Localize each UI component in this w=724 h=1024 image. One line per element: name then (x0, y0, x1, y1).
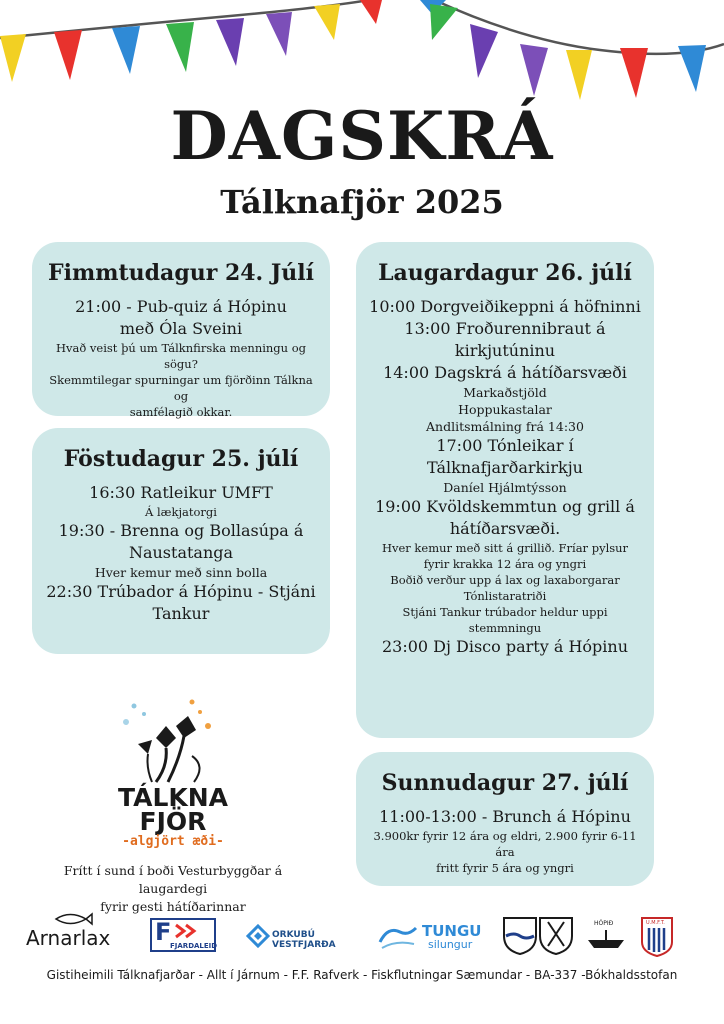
flag (54, 30, 82, 80)
thursday-desc-2: Skemmtilegar spurningar um fjörðinn Tálkna og (49, 373, 313, 403)
friday-card (32, 428, 330, 654)
sunday-line: 11:00-13:00 - Brunch á Hópinu (379, 807, 631, 826)
tungu-logo (378, 920, 496, 954)
flag (620, 48, 648, 98)
thursday-card (32, 242, 330, 419)
umft-text: U.M.F.T. (646, 920, 665, 926)
sunday-line: 3.900kr fyrir 12 ára og eldri, 2.900 fyrir 6-11 ára (373, 829, 637, 859)
saturday-line: 23:00 Dj Disco party á Hópinu (381, 637, 629, 656)
thursday-desc-3: samfélagið okkar. (129, 405, 233, 419)
saturday-line: Hver kemur með sitt á grillið. Fríar pylsur (381, 541, 629, 555)
orkubu-text: ORKUBÚ VESTFJARÐA (272, 930, 336, 950)
thursday-event-2: með Óla Sveini (119, 319, 243, 338)
flag (166, 22, 194, 72)
saturday-line: 10:00 Dorgveiðikeppni á höfninni (369, 297, 641, 316)
friday-title: Föstudagur 25. júlí (63, 446, 299, 472)
tungu-text: TUNGU (422, 922, 482, 940)
saturday-line: 14:00 Dagskrá á hátíðarsvæði (383, 363, 627, 382)
friday-event-2: 19:30 - Brenna og Bollasúpa á (58, 521, 304, 540)
friday-event-2b: Naustatanga (128, 543, 234, 562)
friday-event-1: 16:30 Ratleikur UMFT (89, 483, 273, 502)
logo-word-2: FJÖR (139, 807, 207, 836)
arnarlax-logo (26, 912, 122, 952)
arrows-icon (174, 923, 204, 939)
saturday-line: Daníel Hjálmtýsson (443, 480, 567, 495)
saturday-line: hátíðarsvæði. (449, 519, 561, 538)
saturday-line: stemmningu (468, 621, 542, 635)
logo-slogan: -algjört æði- (122, 834, 224, 849)
orkubu-diamond-icon (246, 924, 270, 948)
flag (360, 0, 382, 24)
saturday-line: Markaðstjöld (463, 385, 547, 400)
swim-note-line-1: Frítt í sund í boði Vesturbyggðar á laugardegi (63, 863, 283, 896)
fjardaleid-f-icon: F (155, 918, 172, 946)
saturday-title: Laugardagur 26. júlí (378, 260, 632, 286)
saturday-line: Hoppukastalar (458, 402, 552, 417)
arnarlax-text: Arnarlax (26, 926, 111, 950)
wave-fish-icon (378, 922, 418, 950)
orkubu-logo (246, 922, 366, 952)
friday-event-3b: Tankur (152, 604, 210, 623)
flag (112, 26, 140, 74)
saturday-line: Tálknafjarðarkirkju (427, 458, 583, 477)
page-title: DAGSKRÁ (170, 97, 554, 175)
sunday-card (356, 752, 654, 886)
swim-note-line-2: fyrir gesti hátíðarinnar (100, 899, 246, 914)
talknafjor-logo-icon (96, 696, 246, 788)
saturday-line: Stjáni Tankur trúbador heldur uppi (402, 605, 608, 619)
flag (566, 50, 592, 100)
silungur-text: silungur (428, 938, 473, 951)
logo-word-1: TÁLKNA (118, 783, 229, 812)
flag (470, 24, 498, 78)
saturday-line: kirkjutúninu (454, 341, 556, 360)
friday-event-3: 22:30 Trúbador á Hópinu - Stjáni (46, 582, 316, 601)
saturday-line: Andlitsmálning frá 14:30 (426, 419, 584, 434)
bunting-decoration (0, 0, 724, 110)
saturday-line: 19:00 Kvöldskemmtun og grill á (375, 497, 635, 516)
swim-note (28, 862, 318, 916)
flag (314, 4, 340, 40)
thursday-title: Fimmtudagur 24. Júlí (47, 260, 314, 286)
hopid-logo (582, 920, 630, 954)
sunday-line: fritt fyrir 5 ára og yngri (436, 861, 574, 875)
flag (0, 34, 26, 82)
crest-icon (538, 916, 574, 956)
saturday-line: fyrir krakka 12 ára og yngri (423, 557, 587, 571)
hopid-text: HÓPIÐ (594, 920, 614, 927)
saturday-line: 13:00 Froðurennibraut á (404, 319, 606, 338)
sunday-title: Sunnudagur 27. júlí (381, 770, 629, 796)
saturday-line: Boðið verður upp á lax og laxaborgarar (390, 573, 620, 587)
flag (266, 12, 292, 56)
saturday-line: Tónlistaratriði (463, 589, 547, 603)
flag (430, 4, 458, 40)
fjardaleid-text: FJARDALEID (170, 942, 218, 950)
flag (216, 18, 244, 66)
friday-event-1-sub: Á lækjatorgi (145, 505, 217, 519)
fjardaleid-logo (150, 918, 216, 952)
friday-event-2-sub: Hver kemur með sinn bolla (94, 565, 268, 580)
thursday-event: 21:00 - Pub-quiz á Hópinu (75, 297, 287, 316)
thursday-desc-1: Hvað veist þú um Tálknfirska menningu og sögu? (55, 341, 307, 371)
crest-icon (502, 916, 538, 956)
boat-icon (584, 928, 628, 952)
flag (678, 45, 706, 92)
fish-icon (54, 912, 94, 926)
saturday-card (356, 242, 654, 738)
flag (520, 44, 548, 96)
page-subtitle: Tálknafjör 2025 (220, 183, 504, 221)
saturday-line: 17:00 Tónleikar í (436, 436, 574, 455)
umft-logo (640, 916, 674, 958)
footer-sponsors: Gistiheimili Tálknafjarðar - Allt í Járnum - F.F. Rafverk - Fiskflutningar Sæmundar - BA-337 -Bókhaldsstofan (46, 968, 678, 982)
